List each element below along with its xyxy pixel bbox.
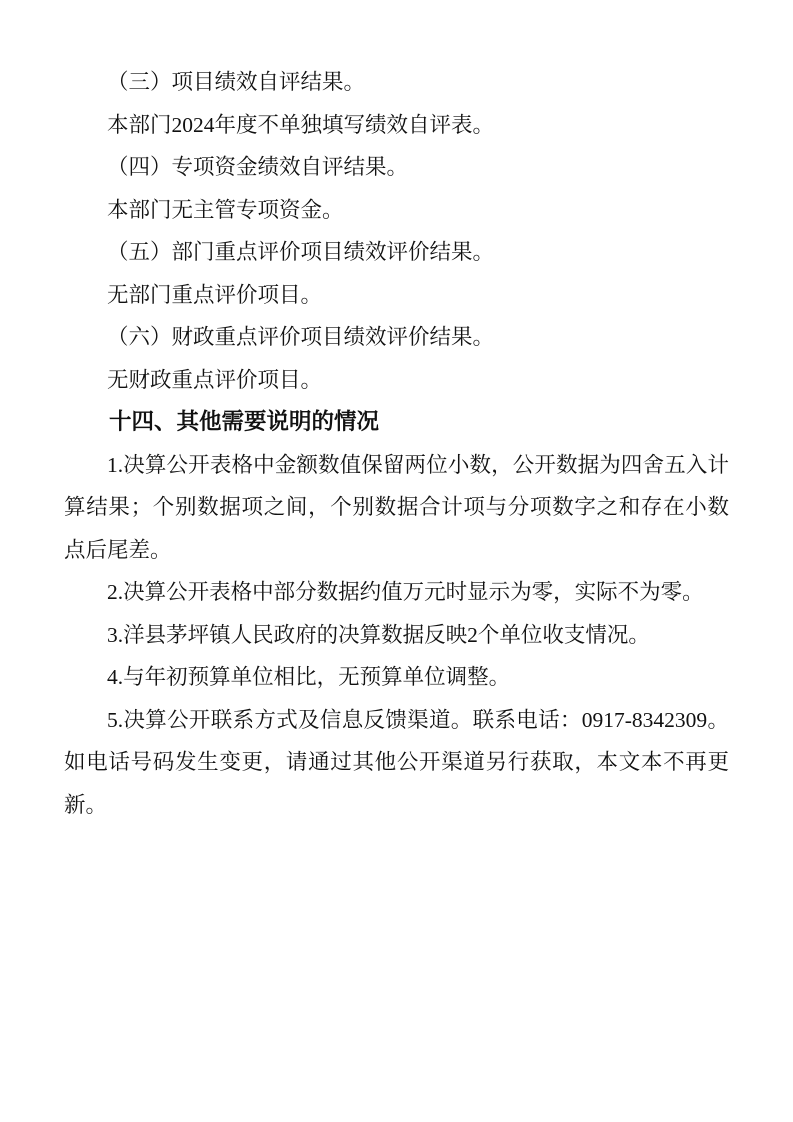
subsection-4-title: （四）专项资金绩效自评结果。 (107, 155, 409, 179)
note-item-2: 2.决算公开表格中部分数据约值万元时显示为零，实际不为零。 (107, 580, 704, 604)
note-item-4: 4.与年初预算单位相比，无预算单位调整。 (107, 665, 511, 689)
subsection-3-body: 本部门2024年度不单独填写绩效自评表。 (107, 112, 495, 137)
subsection-3-title: （三）项目绩效自评结果。 (107, 70, 366, 94)
subsection-5-title: （五）部门重点评价项目绩效评价结果。 (107, 240, 495, 264)
section-14-heading: 十四、其他需要说明的情况 (109, 409, 380, 434)
subsection-6-title: （六）财政重点评价项目绩效评价结果。 (107, 325, 495, 349)
subsection-5-body: 无部门重点评价项目。 (107, 282, 323, 307)
subsection-4-body: 本部门无主管专项资金。 (107, 197, 344, 222)
note-item-3: 3.洋县茅坪镇人民政府的决算数据反映2个单位收支情况。 (107, 622, 650, 647)
note-item-1: 1.决算公开表格中金额数值保留两位小数，公开数据为四舍五入计算结果；个别数据项之间，个别数据合计项与分项数字之和存在小数点后尾差。 (64, 452, 729, 562)
note-item-5-contact: 5.决算公开联系方式及信息反馈渠道。联系电话：0917-8342309。如电话号码发生变更，请通过其他公开渠道另行获取，本文本不再更新。 (64, 707, 729, 817)
subsection-6-body: 无财政重点评价项目。 (107, 367, 323, 392)
